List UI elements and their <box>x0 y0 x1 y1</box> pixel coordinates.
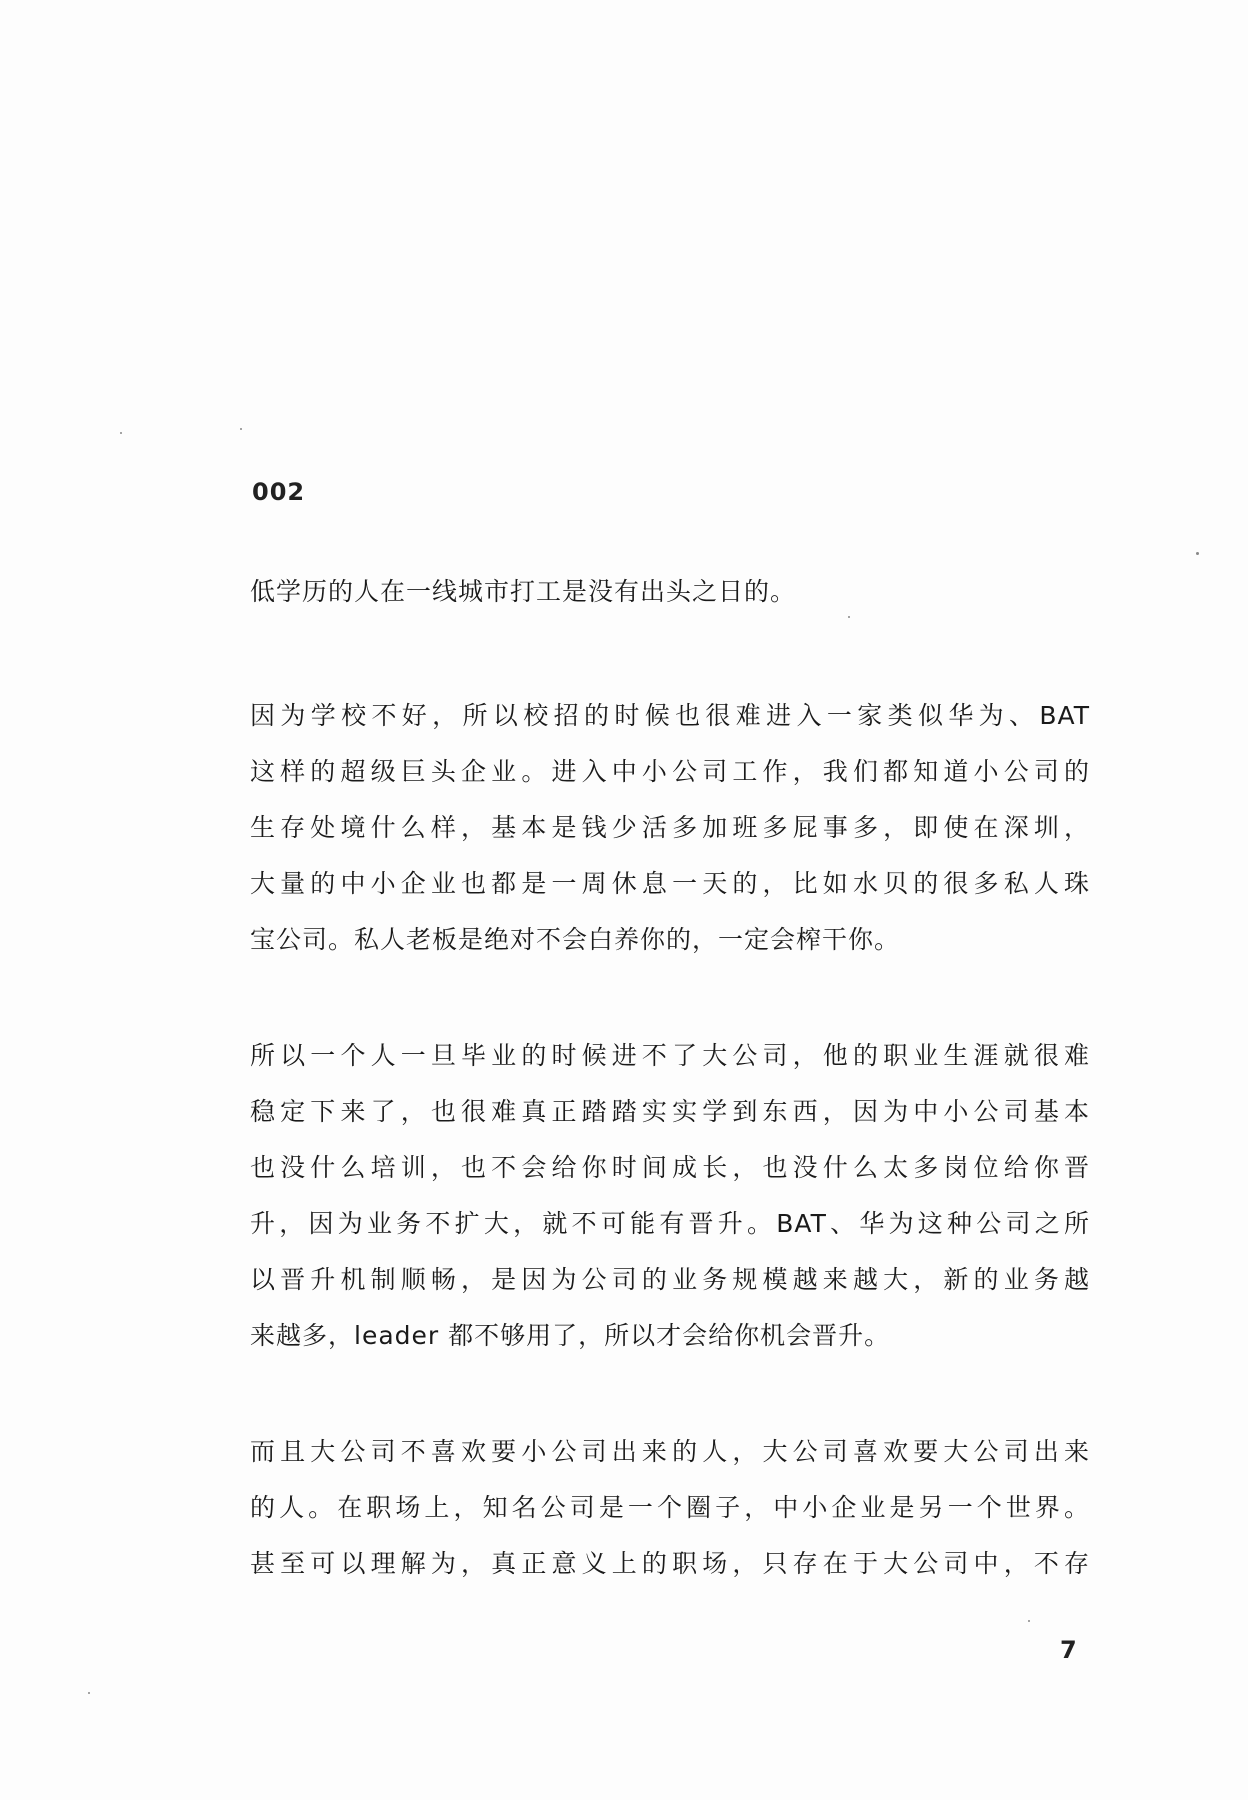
paragraph-line: 稳定下来了，也很难真正踏踏实实学到东西，因为中小公司基本 <box>250 1097 1090 1126</box>
paragraph-line: 的人。在职场上，知名公司是一个圈子，中小企业是另一个世界。 <box>250 1493 1090 1522</box>
scan-speck <box>120 432 122 434</box>
paragraph-line: 生存处境什么样，基本是钱少活多加班多屁事多，即使在深圳， <box>250 813 1090 842</box>
scan-speck <box>240 428 242 430</box>
paragraph-line: 甚至可以理解为，真正意义上的职场，只存在于大公司中，不存 <box>250 1549 1090 1578</box>
paragraph-line: 大量的中小企业也都是一周休息一天的，比如水贝的很多私人珠 <box>250 869 1090 898</box>
scan-speck <box>1028 1620 1030 1622</box>
page-number: 7 <box>1060 1636 1077 1664</box>
paragraph-1 <box>250 564 1090 620</box>
paragraph-line: 也没什么培训，也不会给你时间成长，也没什么太多岗位给你晋 <box>250 1153 1090 1182</box>
paragraph-line: 而且大公司不喜欢要小公司出来的人，大公司喜欢要大公司出来 <box>250 1437 1090 1466</box>
scan-speck <box>848 616 850 618</box>
paragraph-line: 因为学校不好，所以校招的时候也很难进入一家类似华为、BAT <box>250 701 1090 730</box>
paragraph-line: 升，因为业务不扩大，就不可能有晋升。BAT、华为这种公司之所 <box>250 1209 1090 1238</box>
paragraph-line: 宝公司。私人老板是绝对不会白养你的，一定会榨干你。 <box>250 925 901 954</box>
scan-speck <box>1196 552 1199 555</box>
paragraph-4 <box>250 1424 1090 1592</box>
paragraph-3 <box>250 1028 1090 1364</box>
paragraph-line: 低学历的人在一线城市打工是没有出头之日的。 <box>250 577 797 606</box>
paragraph-line: 这样的超级巨头企业。进入中小公司工作，我们都知道小公司的 <box>250 757 1090 786</box>
scan-speck <box>88 1692 90 1694</box>
paragraph-line: 以晋升机制顺畅，是因为公司的业务规模越来越大，新的业务越 <box>250 1265 1090 1294</box>
paragraph-line: 所以一个人一旦毕业的时候进不了大公司，他的职业生涯就很难 <box>250 1041 1090 1070</box>
section-number: 002 <box>252 478 306 506</box>
paragraph-line: 来越多，leader 都不够用了，所以才会给你机会晋升。 <box>250 1321 891 1350</box>
paragraph-2 <box>250 688 1090 968</box>
